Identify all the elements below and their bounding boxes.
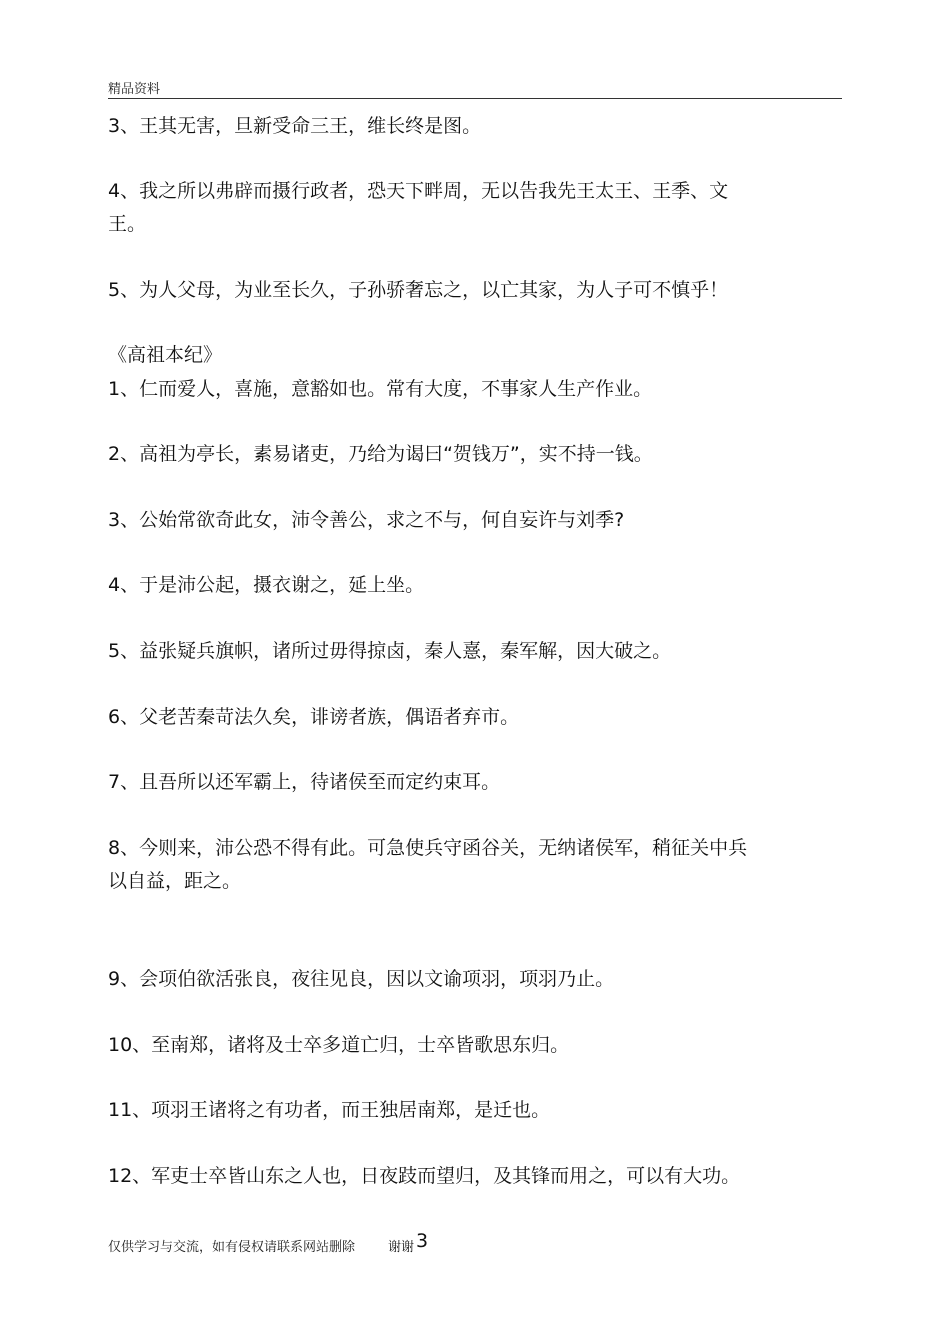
text-line: 12、军吏士卒皆山东之人也，日夜跂而望归，及其锋而用之，可以有大功。 <box>108 1165 741 1187</box>
footer-notice: 仅供学习与交流，如有侵权请联系网站删除 <box>108 1240 356 1255</box>
text-line: 8、今则来，沛公恐不得有此。可急使兵守函谷关，无纳诸侯军，稍征关中兵 <box>108 837 748 859</box>
page-number: 3 <box>416 1230 429 1252</box>
text-line: 4、于是沛公起，摄衣谢之，延上坐。 <box>108 574 425 596</box>
header-divider <box>108 98 842 99</box>
text-line: 4、我之所以弗辟而摄行政者，恐天下畔周，无以告我先王太王、王季、文 <box>108 180 729 202</box>
text-line: 5、为人父母，为业至长久，子孙骄奢忘之，以亡其家，为人子可不慎乎！ <box>108 279 729 301</box>
text-line: 以自益，距之。 <box>108 870 242 892</box>
text-line: 5、益张疑兵旗帜，诸所过毋得掠卤，秦人憙，秦军解，因大破之。 <box>108 640 672 662</box>
text-line: 1、仁而爱人，喜施，意豁如也。常有大度，不事家人生产作业。 <box>108 378 653 400</box>
text-line: 9、会项伯欲活张良，夜往见良，因以文谕项羽，项羽乃止。 <box>108 968 615 990</box>
footer-thanks: 谢谢 <box>388 1240 415 1255</box>
text-line: 3、公始常欲奇此女，沛令善公，求之不与，何自妄许与刘季? <box>108 509 625 531</box>
text-line: 10、至南郑，诸将及士卒多道亡归，士卒皆歌思东归。 <box>108 1034 570 1056</box>
text-line: 6、父老苦秦苛法久矣，诽谤者族，偶语者弃市。 <box>108 706 520 728</box>
header-label: 精品资料 <box>108 82 161 97</box>
text-line: 3、王其无害，旦新受命三王，维长终是图。 <box>108 115 482 137</box>
text-line: 2、高祖为亭长，素易诸吏，乃给为谒曰“贺钱万”，实不持一钱。 <box>108 443 653 465</box>
text-line: 7、且吾所以还军霸上，待诸侯至而定约束耳。 <box>108 771 501 793</box>
text-line: 11、项羽王诸将之有功者，而王独居南郑，是迁也。 <box>108 1099 551 1121</box>
text-line: 王。 <box>108 213 147 235</box>
section-title: 《高祖本纪》 <box>108 344 223 366</box>
